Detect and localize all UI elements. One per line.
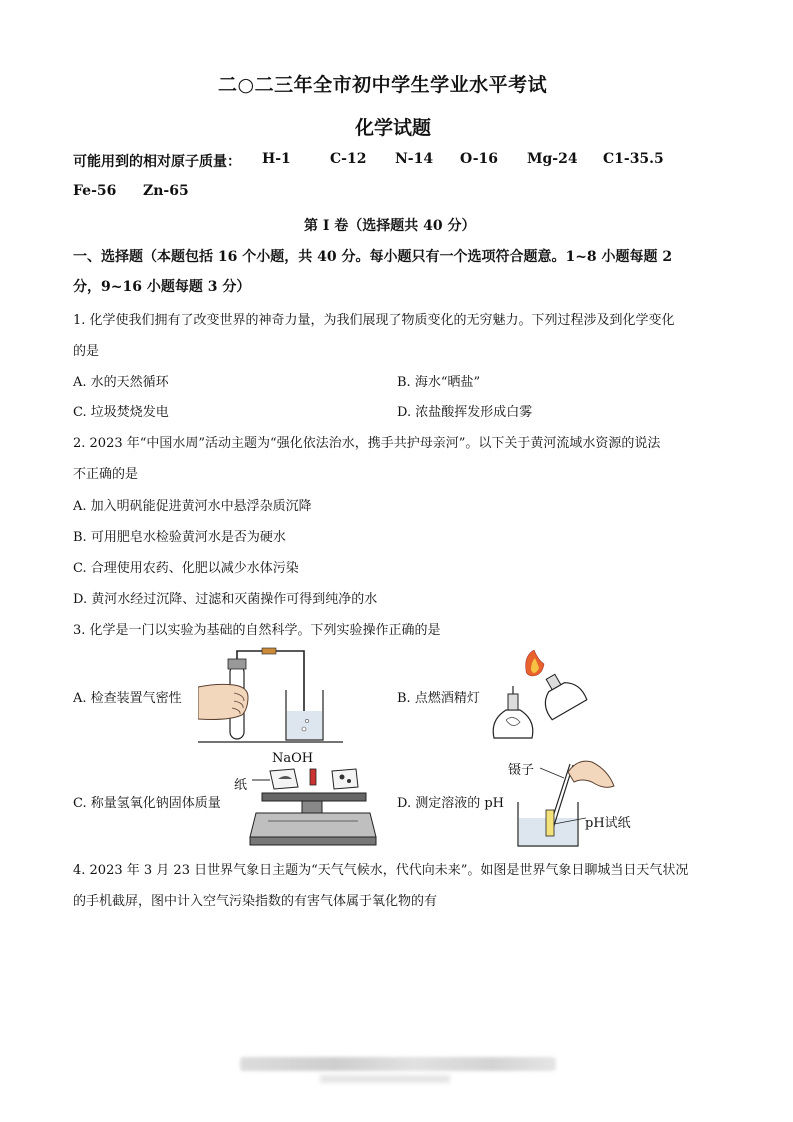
- q2-option-c: C. 合理使用农药、化肥以减少水体污染: [73, 561, 299, 576]
- atomic-mass-zn: Zn-65: [143, 183, 189, 199]
- watermark-blur-secondary: [320, 1075, 450, 1083]
- q4-stem-1: 4. 2023 年 3 月 23 日世界气象日主题为“天气气候水，代代向未来”。如图是世界气象日聊城当日天气状况: [73, 863, 689, 878]
- q2-option-a: A. 加入明矾能促进黄河水中悬浮杂质沉降: [73, 499, 312, 514]
- section-instruction-1: 一、选择题（本题包括 16 个小题，共 40 分。每小题只有一个选项符合题意。1~8 小题每题 2: [73, 249, 673, 265]
- q1-option-b: B. 海水“晒盐”: [397, 375, 481, 390]
- volume-heading: 第 I 卷（选择题共 40 分）: [304, 218, 476, 234]
- q2-stem-1: 2. 2023 年“中国水周”活动主题为“强化依法治水，携手共护母亲河”。以下关于黄河流域水资源的说法: [73, 436, 661, 451]
- figure-balance: [248, 765, 378, 847]
- atomic-mass-o: O-16: [460, 151, 499, 167]
- atomic-mass-c: C-12: [330, 151, 367, 167]
- figure-c-naoh-label: NaOH: [272, 751, 314, 766]
- figure-c-paper-label: 纸: [234, 778, 248, 793]
- q1-stem-1: 1. 化学使我们拥有了改变世界的神奇力量，为我们展现了物质变化的无穷魅力。下列过程涉及到化学变化: [73, 313, 675, 328]
- figure-ph-test: [508, 752, 618, 850]
- exam-subtitle: 化学试题: [355, 117, 432, 139]
- q1-option-a: A. 水的天然循环: [73, 375, 169, 390]
- figure-d-tweezers-label: 镊子: [508, 763, 535, 778]
- q2-option-b: B. 可用肥皂水检验黄河水是否为硬水: [73, 530, 286, 545]
- figure-d-ph-label: pH试纸: [585, 816, 631, 831]
- atomic-mass-n: N-14: [395, 151, 434, 167]
- atomic-mass-cl: C1-35.5: [603, 151, 664, 167]
- atomic-mass-label: 可能用到的相对原子质量：: [73, 154, 241, 170]
- figure-airtightness-check: [198, 645, 343, 745]
- q3-option-a: A. 检查装置气密性: [73, 691, 182, 706]
- atomic-mass-h: H-1: [262, 151, 291, 167]
- q1-stem-2: 的是: [73, 344, 100, 359]
- atomic-mass-fe: Fe-56: [73, 183, 117, 199]
- figure-alcohol-lamp: [486, 650, 591, 745]
- q3-option-d: D. 测定溶液的 pH: [397, 796, 505, 811]
- q1-option-d: D. 浓盐酸挥发形成白雾: [397, 405, 533, 420]
- watermark-blur: [240, 1057, 556, 1071]
- section-instruction-2: 分，9~16 小题每题 3 分）: [73, 279, 251, 295]
- q3-option-b: B. 点燃酒精灯: [397, 691, 480, 706]
- q2-option-d: D. 黄河水经过沉降、过滤和灭菌操作可得到纯净的水: [73, 592, 378, 607]
- q3-option-c: C. 称量氢氧化钠固体质量: [73, 796, 221, 811]
- exam-title: 二○二三年全市初中学生学业水平考试: [218, 74, 548, 96]
- q4-stem-2: 的手机截屏，图中计入空气污染指数的有害气体属于氧化物的有: [73, 894, 438, 909]
- q3-stem: 3. 化学是一门以实验为基础的自然科学。下列实验操作正确的是: [73, 623, 441, 638]
- q2-stem-2: 不正确的是: [73, 467, 139, 482]
- atomic-mass-mg: Mg-24: [527, 151, 578, 167]
- q1-option-c: C. 垃圾焚烧发电: [73, 405, 169, 420]
